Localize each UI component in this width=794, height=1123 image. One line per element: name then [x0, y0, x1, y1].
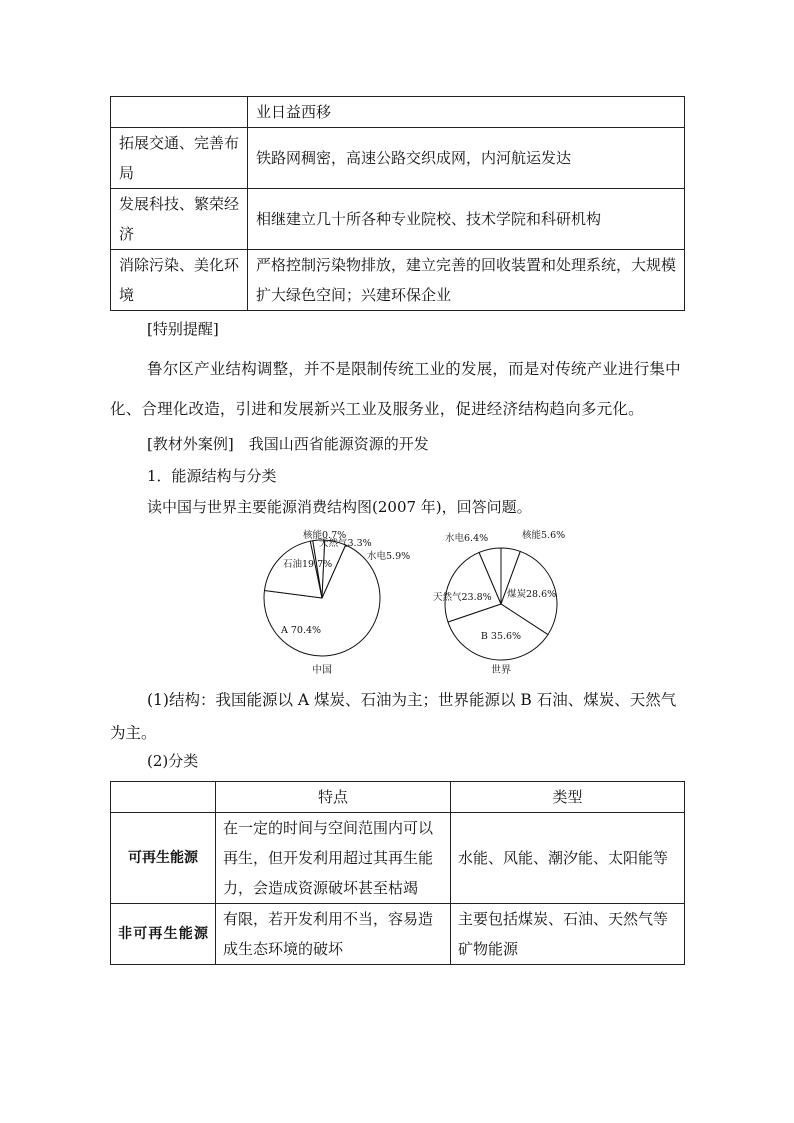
row-content: 相继建立几十所各种专业院校、技术学院和科研机构: [248, 189, 685, 250]
pie-label: 石油19.7%: [283, 559, 333, 570]
table-row: [111, 904, 685, 965]
row-content: 严格控制污染物排放，建立完善的回收装置和处理系统，大规模扩大绿色空间；兴建环保企业: [248, 250, 685, 311]
pie-title: 世界: [491, 665, 511, 676]
table-row: [111, 97, 685, 128]
classification-heading: (2)分类: [147, 752, 199, 770]
chart-intro-text: 读中国与世界主要能源消费结构图(2007 年)，回答问题。: [147, 498, 532, 516]
energy-feature: 在一定的时间与空间范围内可以再生，但开发利用超过其再生能力，会造成资源破坏甚至枯竭: [216, 813, 451, 904]
pie-label: 核能5.6%: [522, 530, 566, 541]
header-cell: 类型: [451, 782, 685, 813]
pie-label: 水电6.4%: [445, 533, 489, 544]
special-reminder-heading: [特别提醒]: [147, 320, 219, 338]
pie-label: 天然气23.8%: [433, 592, 492, 603]
energy-type-name: 非可再生能源: [111, 904, 216, 965]
table-row: [111, 813, 685, 904]
pie-label: A 70.4%: [280, 625, 322, 636]
ruhr-measures-table: [110, 96, 685, 311]
row-label: 拓展交通、完善布局: [111, 128, 248, 189]
case-heading: [教材外案例] 我国山西省能源资源的开发: [147, 435, 429, 453]
energy-examples: 水能、风能、潮汐能、太阳能等: [451, 813, 685, 904]
section-heading: 1．能源结构与分类: [147, 467, 277, 485]
header-cell: 特点: [216, 782, 451, 813]
energy-classification-table: [110, 781, 685, 965]
pie-title: 中国: [312, 665, 332, 676]
row-label: 发展科技、繁荣经济: [111, 189, 248, 250]
table-row: [111, 128, 685, 189]
table-header-row: [111, 782, 685, 813]
pie-label: 煤炭28.6%: [507, 589, 557, 600]
energy-pie-charts: [255, 525, 585, 680]
structure-text: (1)结构：我国能源以 A 煤炭、石油为主；世界能源以 B 石油、煤炭、天然气为主。: [110, 691, 677, 742]
pie-label: 水电5.9%: [367, 551, 411, 562]
table-row: [111, 189, 685, 250]
energy-feature: 有限，若开发利用不当，容易造成生态环境的破坏: [216, 904, 451, 965]
pie-label: 核能0.7%: [303, 530, 347, 541]
special-reminder-text: 鲁尔区产业结构调整，并不是限制传统工业的发展，而是对传统产业进行集中化、合理化改造，引进和发展新兴工业及服务业，促进经济结构趋向多元化。: [110, 360, 681, 418]
energy-type-name: 可再生能源: [111, 813, 216, 904]
table-row: [111, 250, 685, 311]
row-label: 消除污染、美化环境: [111, 250, 248, 311]
energy-examples: 主要包括煤炭、石油、天然气等矿物能源: [451, 904, 685, 965]
header-cell: [111, 782, 216, 813]
pie-label: 天然气3.3%: [319, 538, 372, 549]
pie-label: B 35.6%: [480, 631, 522, 642]
row-content: 铁路网稠密，高速公路交织成网，内河航运发达: [248, 128, 685, 189]
row-content: 业日益西移: [248, 97, 685, 128]
row-label: [111, 97, 248, 128]
